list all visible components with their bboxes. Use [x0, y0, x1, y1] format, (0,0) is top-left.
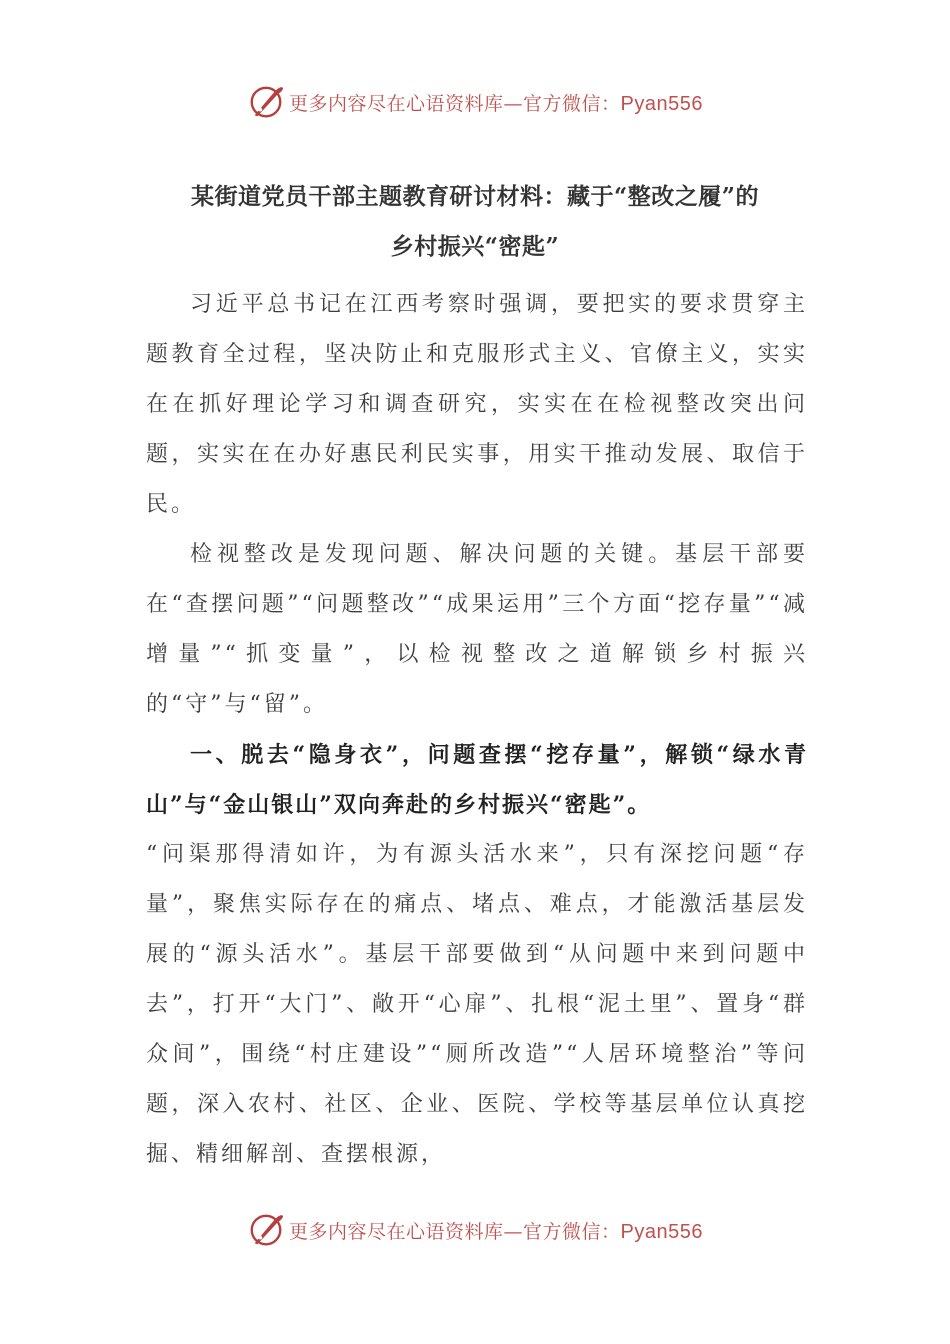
- quill-pen-logo-icon: [247, 83, 285, 121]
- title-line-2: 乡村振兴“密匙”: [390, 233, 560, 260]
- title-line-1: 某街道党员干部主题教育研讨材料：藏于“整改之履”的: [191, 183, 759, 210]
- document-title: [140, 172, 810, 272]
- banner-text: 更多内容尽在心语资料库—官方微信：Pyan556: [289, 92, 703, 115]
- document-body: [146, 280, 808, 1180]
- paragraph-2: 检视整改是发现问题、解决问题的关键。基层干部要在“查摆问题”“问题整改”“成果运用”三个方面“挖存量”“减增量”“抓变量”，以检视整改之道解锁乡村振兴的“守”与“留”。: [146, 542, 808, 717]
- paragraph-1: 习近平总书记在江西考察时强调，要把实的要求贯穿主题教育全过程，坚决防止和克服形式主义、官僚主义，实实在在抓好理论学习和调查研究，实实在在检视整改突出问题，实实在在办好惠民利民实事，用实干推动发展、取信于民。: [146, 292, 808, 517]
- paragraph-3: “问渠那得清如许，为有源头活水来”，只有深挖问题“存量”，聚焦实际存在的痛点、堵点、难点，才能激活基层发展的“源头活水”。基层干部要做到“从问题中来到问题中去”，打开“大门”、敞开“心扉”、扎根“泥土里”、置身“群众间”，围绕“村庄建设”“厕所改造”“人居环境整治”等问题，深入农村、社区、企业、医院、学校等基层单位认真挖掘、精细解剖、查摆根源，: [146, 842, 808, 1167]
- wechat-id: Pyan556: [620, 92, 703, 115]
- wechat-id: Pyan556: [620, 1220, 703, 1243]
- banner-text: 更多内容尽在心语资料库—官方微信：Pyan556: [289, 1220, 703, 1243]
- header-banner: [0, 82, 950, 122]
- section-heading-1: 一、脱去“隐身衣”，问题查摆“挖存量”，解锁“绿水青山”与“金山银山”双向奔赴的乡村振兴“密匙”。: [146, 742, 808, 818]
- quill-pen-logo-icon: [247, 1211, 285, 1249]
- footer-banner: [0, 1210, 950, 1250]
